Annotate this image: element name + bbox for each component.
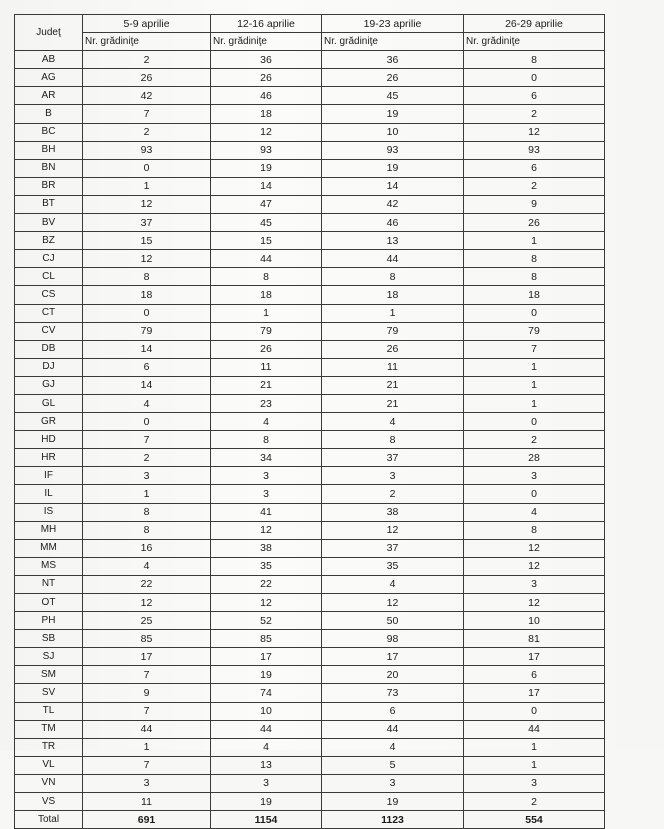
count-cell: 3 [464,774,605,792]
count-cell: 19 [211,159,322,177]
count-cell: 12 [464,123,605,141]
count-cell: 1 [211,304,322,322]
count-cell: 1 [464,232,605,250]
county-code-cell: BV [15,214,83,232]
count-cell: 6 [464,159,605,177]
count-cell: 9 [83,684,211,702]
county-code-cell: BR [15,177,83,195]
county-code-cell: GR [15,413,83,431]
county-code-cell: HD [15,431,83,449]
table-row [15,738,605,756]
county-code-cell: CL [15,268,83,286]
table-row [15,449,605,467]
count-cell: 8 [464,268,605,286]
count-cell: 81 [464,630,605,648]
count-cell: 50 [322,612,464,630]
table-row [15,69,605,87]
count-cell: 36 [322,51,464,69]
county-code-cell: CJ [15,250,83,268]
count-cell: 79 [322,322,464,340]
count-cell: 14 [83,340,211,358]
count-cell: 3 [83,467,211,485]
count-cell: 1 [464,738,605,756]
table-row [15,793,605,811]
count-cell: 35 [211,557,322,575]
count-cell: 37 [83,214,211,232]
table-row [15,304,605,322]
count-cell: 14 [322,177,464,195]
count-cell: 8 [83,503,211,521]
table-row [15,87,605,105]
count-cell: 10 [211,702,322,720]
table-row [15,612,605,630]
table-row [15,485,605,503]
county-code-cell: CV [15,322,83,340]
table-row [15,467,605,485]
count-cell: 8 [464,250,605,268]
count-cell: 1 [83,177,211,195]
count-cell: 3 [83,774,211,792]
count-cell: 5 [322,756,464,774]
count-cell: 11 [211,358,322,376]
county-code-cell: AR [15,87,83,105]
count-cell: 8 [464,51,605,69]
count-cell: 1 [464,376,605,394]
count-cell: 42 [322,195,464,213]
count-cell: 19 [322,105,464,123]
count-cell: 8 [83,521,211,539]
table-row [15,51,605,69]
count-cell: 74 [211,684,322,702]
county-code-cell: MM [15,539,83,557]
count-cell: 37 [322,539,464,557]
count-cell: 19 [211,666,322,684]
count-cell: 17 [211,648,322,666]
count-cell: 2 [464,793,605,811]
table-row [15,232,605,250]
county-code-cell: SV [15,684,83,702]
count-cell: 8 [83,268,211,286]
count-cell: 14 [83,376,211,394]
count-cell: 2 [464,105,605,123]
count-cell: 3 [211,467,322,485]
table-row [15,521,605,539]
count-cell: 7 [83,756,211,774]
table-row [15,177,605,195]
count-cell: 26 [464,214,605,232]
count-cell: 79 [83,322,211,340]
count-cell: 6 [464,666,605,684]
count-cell: 0 [464,485,605,503]
count-cell: 79 [464,322,605,340]
week-header: 26-29 aprilie [464,15,605,33]
count-cell: 13 [211,756,322,774]
count-cell: 44 [464,720,605,738]
count-cell: 13 [322,232,464,250]
county-code-cell: BC [15,123,83,141]
count-cell: 18 [464,286,605,304]
count-cell: 6 [322,702,464,720]
county-code-cell: HR [15,449,83,467]
count-cell: 1 [464,358,605,376]
count-cell: 3 [464,467,605,485]
table-row [15,195,605,213]
count-cell: 2 [464,177,605,195]
week-header: 19-23 aprilie [322,15,464,33]
county-code-cell: PH [15,612,83,630]
count-cell: 7 [83,105,211,123]
count-cell: 85 [211,630,322,648]
count-cell: 38 [322,503,464,521]
count-cell: 2 [464,431,605,449]
county-code-cell: SM [15,666,83,684]
count-subheader: Nr. grădiniţe [83,33,211,51]
table-row [15,105,605,123]
count-cell: 17 [83,648,211,666]
county-code-cell: AG [15,69,83,87]
county-code-cell: BT [15,195,83,213]
count-cell: 12 [211,123,322,141]
count-cell: 7 [83,702,211,720]
count-cell: 18 [211,286,322,304]
count-cell: 0 [464,413,605,431]
count-cell: 3 [464,575,605,593]
count-cell: 26 [83,69,211,87]
header-row-sub [15,33,605,51]
county-code-cell: MS [15,557,83,575]
count-cell: 0 [83,304,211,322]
week-header: 5-9 aprilie [83,15,211,33]
table-body [15,51,605,829]
table-row [15,684,605,702]
county-code-cell: VL [15,756,83,774]
county-code-cell: SB [15,630,83,648]
table-row [15,720,605,738]
count-cell: 11 [322,358,464,376]
count-subheader: Nr. grădiniţe [322,33,464,51]
week-header: 12-16 aprilie [211,15,322,33]
count-cell: 36 [211,51,322,69]
count-cell: 8 [211,268,322,286]
total-cell: 1154 [211,811,322,829]
county-code-cell: SJ [15,648,83,666]
county-code-cell: GL [15,394,83,412]
count-cell: 12 [83,195,211,213]
count-cell: 42 [83,87,211,105]
count-cell: 26 [322,340,464,358]
county-code-cell: CT [15,304,83,322]
count-cell: 44 [322,720,464,738]
count-cell: 7 [83,666,211,684]
count-cell: 6 [83,358,211,376]
count-cell: 45 [322,87,464,105]
count-cell: 23 [211,394,322,412]
table-row [15,268,605,286]
count-cell: 1 [464,394,605,412]
count-subheader: Nr. grădiniţe [211,33,322,51]
count-cell: 21 [322,376,464,394]
count-cell: 3 [322,774,464,792]
count-cell: 12 [464,594,605,612]
county-code-cell: IF [15,467,83,485]
table-row [15,286,605,304]
count-cell: 2 [83,449,211,467]
count-cell: 1 [83,738,211,756]
table-row [15,159,605,177]
count-cell: 4 [322,738,464,756]
county-code-cell: VS [15,793,83,811]
table-row [15,214,605,232]
count-cell: 4 [464,503,605,521]
count-cell: 2 [83,51,211,69]
count-cell: 17 [464,648,605,666]
count-cell: 12 [322,521,464,539]
count-cell: 22 [83,575,211,593]
county-code-cell: TL [15,702,83,720]
count-cell: 17 [322,648,464,666]
count-cell: 8 [322,431,464,449]
count-cell: 1 [83,485,211,503]
count-cell: 52 [211,612,322,630]
count-cell: 14 [211,177,322,195]
count-cell: 18 [322,286,464,304]
county-code-cell: BH [15,141,83,159]
count-cell: 93 [322,141,464,159]
count-cell: 0 [83,159,211,177]
kindergartens-table [14,14,605,829]
count-cell: 17 [464,684,605,702]
count-cell: 44 [211,720,322,738]
count-cell: 19 [322,793,464,811]
count-cell: 8 [464,521,605,539]
count-cell: 15 [211,232,322,250]
table-row [15,503,605,521]
county-code-cell: GJ [15,376,83,394]
count-cell: 10 [464,612,605,630]
count-cell: 93 [83,141,211,159]
count-cell: 0 [464,69,605,87]
count-cell: 4 [211,738,322,756]
table-row [15,702,605,720]
count-cell: 2 [83,123,211,141]
count-cell: 44 [211,250,322,268]
count-cell: 44 [83,720,211,738]
table-row [15,394,605,412]
count-cell: 3 [211,774,322,792]
count-cell: 19 [211,793,322,811]
count-cell: 4 [322,575,464,593]
count-cell: 34 [211,449,322,467]
count-cell: 2 [322,485,464,503]
table-row [15,557,605,575]
count-cell: 9 [464,195,605,213]
county-code-cell: VN [15,774,83,792]
count-cell: 7 [464,340,605,358]
count-cell: 8 [211,431,322,449]
count-cell: 73 [322,684,464,702]
count-cell: 21 [322,394,464,412]
county-code-cell: TM [15,720,83,738]
table-row [15,774,605,792]
total-cell: 1123 [322,811,464,829]
table-row [15,630,605,648]
table-row [15,322,605,340]
count-cell: 21 [211,376,322,394]
count-cell: 15 [83,232,211,250]
count-cell: 26 [211,340,322,358]
count-cell: 8 [322,268,464,286]
table-row [15,376,605,394]
count-cell: 20 [322,666,464,684]
count-cell: 79 [211,322,322,340]
count-cell: 12 [464,557,605,575]
county-code-cell: DJ [15,358,83,376]
count-cell: 3 [211,485,322,503]
count-cell: 11 [83,793,211,811]
total-cell: 691 [83,811,211,829]
count-cell: 46 [322,214,464,232]
count-cell: 26 [322,69,464,87]
count-cell: 10 [322,123,464,141]
count-cell: 0 [464,304,605,322]
table-row [15,575,605,593]
count-cell: 44 [322,250,464,268]
count-cell: 93 [211,141,322,159]
count-cell: 12 [211,594,322,612]
county-code-cell: B [15,105,83,123]
county-code-cell: BZ [15,232,83,250]
count-cell: 7 [83,431,211,449]
count-cell: 35 [322,557,464,575]
county-code-cell: BN [15,159,83,177]
count-cell: 19 [322,159,464,177]
count-cell: 25 [83,612,211,630]
count-cell: 12 [83,250,211,268]
county-code-cell: TR [15,738,83,756]
total-row [15,811,605,829]
count-cell: 28 [464,449,605,467]
header-row-weeks [15,15,605,33]
total-cell: 554 [464,811,605,829]
count-cell: 4 [322,413,464,431]
table-row [15,413,605,431]
count-cell: 6 [464,87,605,105]
county-code-cell: IL [15,485,83,503]
count-subheader: Nr. grădiniţe [464,33,605,51]
count-cell: 16 [83,539,211,557]
county-code-cell: NT [15,575,83,593]
count-cell: 1 [464,756,605,774]
table-row [15,431,605,449]
count-cell: 12 [211,521,322,539]
count-cell: 93 [464,141,605,159]
table-row [15,141,605,159]
table-row [15,123,605,141]
count-cell: 38 [211,539,322,557]
count-cell: 45 [211,214,322,232]
table-row [15,539,605,557]
table-row [15,250,605,268]
count-cell: 1 [322,304,464,322]
count-cell: 46 [211,87,322,105]
count-cell: 85 [83,630,211,648]
table-row [15,666,605,684]
count-cell: 4 [211,413,322,431]
count-cell: 18 [83,286,211,304]
county-code-cell: AB [15,51,83,69]
count-cell: 0 [83,413,211,431]
count-cell: 22 [211,575,322,593]
county-code-cell: DB [15,340,83,358]
count-cell: 12 [322,594,464,612]
county-code-cell: CS [15,286,83,304]
count-cell: 12 [464,539,605,557]
total-label: Total [15,811,83,829]
county-code-cell: MH [15,521,83,539]
count-cell: 98 [322,630,464,648]
count-cell: 0 [464,702,605,720]
count-cell: 4 [83,394,211,412]
count-cell: 37 [322,449,464,467]
table-row [15,358,605,376]
county-column-header: Judeţ [15,15,83,51]
count-cell: 12 [83,594,211,612]
table-row [15,340,605,358]
table-row [15,756,605,774]
count-cell: 47 [211,195,322,213]
table-row [15,648,605,666]
count-cell: 18 [211,105,322,123]
table-row [15,594,605,612]
count-cell: 4 [83,557,211,575]
count-cell: 26 [211,69,322,87]
county-code-cell: OT [15,594,83,612]
county-code-cell: IS [15,503,83,521]
count-cell: 3 [322,467,464,485]
count-cell: 41 [211,503,322,521]
